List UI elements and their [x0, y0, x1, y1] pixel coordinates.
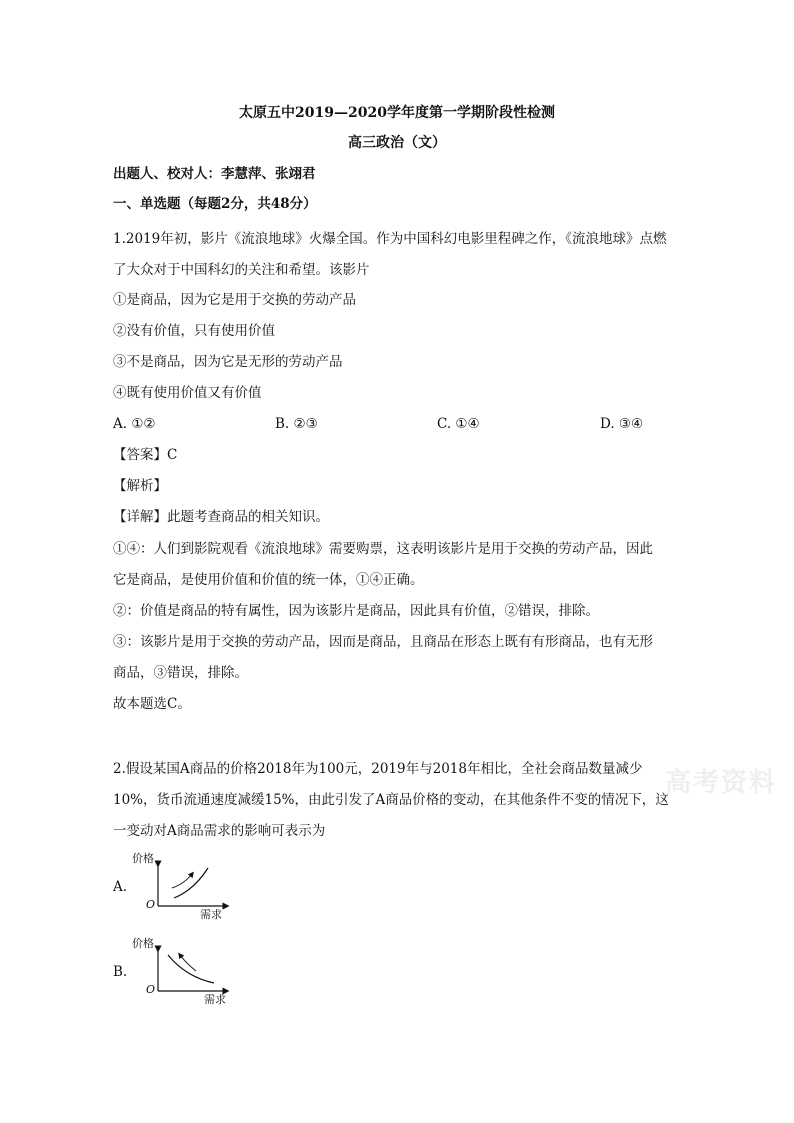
q2-option-a-ylabel: 价格	[132, 852, 154, 865]
q1-detail-line-1: 【详解】此题考查商品的相关知识。	[113, 509, 329, 525]
q1-item-3: ③不是商品，因为它是无形的劳动产品	[113, 354, 343, 370]
q1-option-c: C. ①④	[437, 416, 480, 432]
q2-option-a-demand-curve	[174, 868, 208, 898]
q1-detail-line-3: 它是商品，是使用价值和价值的统一体，①④正确。	[113, 572, 424, 588]
q2-stem-line-3: 一变动对A商品需求的影响可表示为	[113, 823, 326, 839]
q1-stem-line-2: 了大众对于中国科幻的关注和希望。该影片	[113, 262, 370, 278]
q1-detail-line-7: 故本题选C。	[113, 696, 191, 712]
page-subtitle: 高三政治（文）	[348, 135, 446, 151]
q1-stem-line-1: 1.2019年初，影片《流浪地球》火爆全国。作为中国科幻电影里程碑之作，《流浪地球》点燃	[113, 231, 667, 247]
q2-stem-line-2: 10%，货币流通速度减缓15%，由此引发了A商品价格的变动，在其他条件不变的情况下，这	[113, 792, 669, 808]
q2-option-b-xlabel: 需求	[204, 993, 226, 1005]
watermark-logo: 高考资料	[665, 768, 778, 798]
q1-detail-line-6: 商品，③错误，排除。	[113, 665, 248, 681]
q1-item-1: ①是商品，因为它是用于交换的劳动产品	[113, 292, 356, 308]
q2-option-b-ylabel: 价格	[132, 937, 154, 950]
q2-option-b-demand-curve	[168, 955, 214, 983]
section-heading: 一、单选题（每题2分，共48分）	[113, 196, 317, 212]
page-title: 太原五中2019—2020学年度第一学期阶段性检测	[239, 105, 555, 121]
q1-option-d: D. ③④	[600, 416, 644, 432]
q1-option-b: B. ②③	[275, 416, 318, 432]
q2-option-a-xlabel: 需求	[200, 908, 222, 920]
q1-item-2: ②没有价值，只有使用价值	[113, 323, 275, 339]
q2-option-b-graph	[128, 935, 238, 1005]
q2-option-a-shift-arrow	[172, 874, 192, 888]
q1-answer: 【答案】C	[113, 447, 178, 463]
q2-option-a-graph	[128, 850, 238, 920]
q2-option-b-origin: O	[146, 983, 156, 996]
q2-option-b-label: B.	[113, 964, 128, 980]
q2-stem-line-1: 2.假设某国A商品的价格2018年为100元，2019年与2018年相比，全社会商品数量减少	[113, 761, 643, 777]
q2-option-a-label: A.	[113, 879, 128, 895]
q1-analysis-label: 【解析】	[113, 478, 167, 494]
q1-item-4: ④既有使用价值又有价值	[113, 385, 262, 401]
authors-line: 出题人、校对人：李慧萍、张翊君	[113, 166, 316, 182]
q1-detail-line-4: ②：价值是商品的特有属性，因为该影片是商品，因此具有价值，②错误，排除。	[113, 603, 599, 619]
q2-option-a-origin: O	[146, 898, 156, 911]
q1-detail-line-5: ③：该影片是用于交换的劳动产品，因而是商品，且商品在形态上既有有形商品，也有无形	[113, 634, 653, 650]
q1-detail-line-2: ①④：人们到影院观看《流浪地球》需要购票，这表明该影片是用于交换的劳动产品，因此	[113, 541, 653, 557]
q1-option-a: A. ①②	[113, 416, 156, 432]
